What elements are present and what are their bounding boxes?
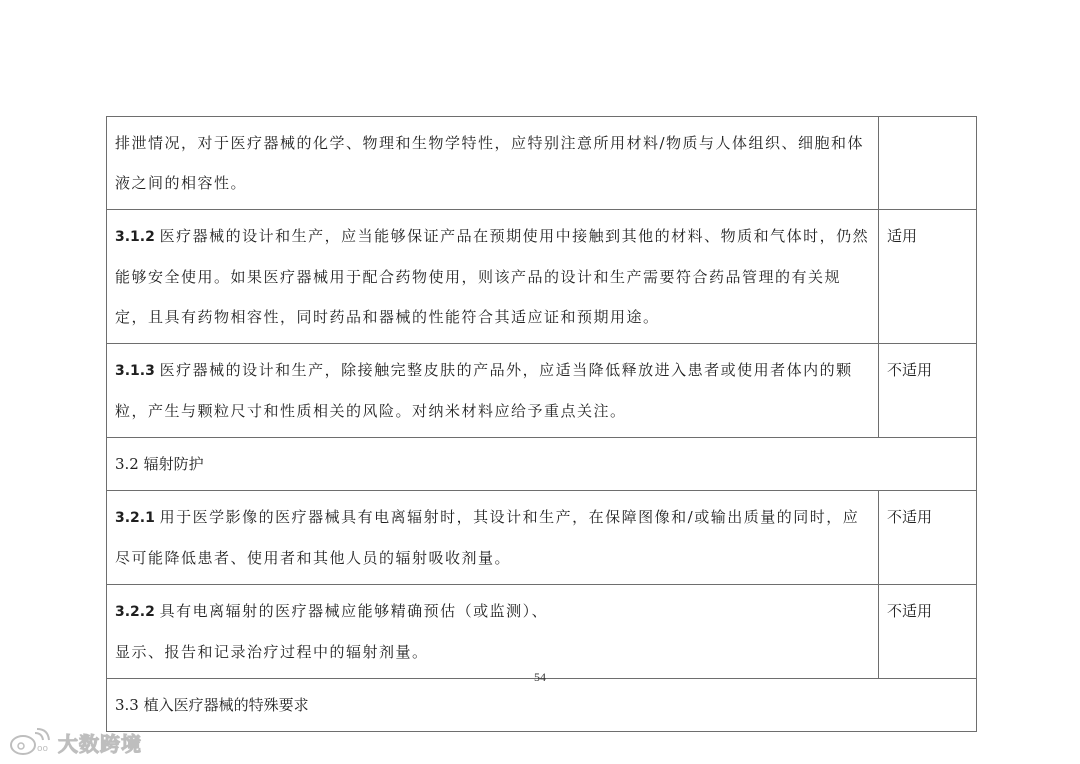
requirement-text: 医疗器械的设计和生产，除接触完整皮肤的产品外，应适当降低释放进入患者或使用者体内的颗粒，产生与颗粒尺寸和性质相关的风险。对纳米材料应给予重点关注。 bbox=[115, 361, 853, 420]
section-row bbox=[107, 438, 977, 491]
clause-number: 3.1.3 bbox=[115, 363, 155, 379]
applicability-cell bbox=[879, 491, 977, 585]
clause-number: 3.2.1 bbox=[115, 510, 155, 526]
table-row bbox=[107, 585, 977, 679]
table-row bbox=[107, 117, 977, 210]
requirements-table bbox=[106, 116, 977, 732]
applicability-cell bbox=[879, 117, 977, 210]
applicability-value: 不适用 bbox=[887, 508, 933, 526]
table-row bbox=[107, 344, 977, 438]
requirement-text-cell bbox=[107, 585, 879, 679]
requirement-text-line: 具有电离辐射的医疗器械应能够精确预估（或监测）、 bbox=[159, 602, 549, 620]
applicability-value: 不适用 bbox=[887, 361, 933, 379]
requirement-text-cell bbox=[107, 210, 879, 344]
table-row bbox=[107, 491, 977, 585]
requirement-text-cell bbox=[107, 491, 879, 585]
section-heading: 3.3 植入医疗器械的特殊要求 bbox=[115, 696, 309, 714]
applicability-cell bbox=[879, 585, 977, 679]
requirement-text-line: 显示、报告和记录治疗过程中的辐射剂量。 bbox=[115, 643, 429, 661]
section-heading-cell bbox=[107, 438, 977, 491]
table-row bbox=[107, 210, 977, 344]
requirement-text: 医疗器械的设计和生产，应当能够保证产品在预期使用中接触到其他的材料、物质和气体时，仍然能够安全使用。如果医疗器械用于配合药物使用，则该产品的设计和生产需要符合药品管理的有关规定，且具有药物相容性，同时药品和器械的性能符合其适应证和预期用途。 bbox=[115, 227, 870, 326]
requirement-text-cell bbox=[107, 344, 879, 438]
applicability-value: 不适用 bbox=[887, 602, 933, 620]
applicability-cell bbox=[879, 210, 977, 344]
watermark-text: 大数跨境 bbox=[58, 731, 142, 756]
requirement-text-cell bbox=[107, 117, 879, 210]
applicability-cell bbox=[879, 344, 977, 438]
weibo-logo-icon bbox=[8, 727, 52, 757]
section-row bbox=[107, 679, 977, 732]
page-number: 54 bbox=[534, 670, 546, 684]
section-heading-cell bbox=[107, 679, 977, 732]
section-heading: 3.2 辐射防护 bbox=[115, 455, 204, 473]
applicability-value: 适用 bbox=[887, 227, 918, 245]
clause-number: 3.1.2 bbox=[115, 229, 155, 245]
clause-number: 3.2.2 bbox=[115, 604, 155, 620]
requirement-text: 排泄情况，对于医疗器械的化学、物理和生物学特性，应特别注意所用材料/物质与人体组织、细胞和体液之间的相容性。 bbox=[115, 134, 865, 192]
requirement-text: 用于医学影像的医疗器械具有电离辐射时，其设计和生产，在保障图像和/或输出质量的同时，应尽可能降低患者、使用者和其他人员的辐射吸收剂量。 bbox=[115, 508, 860, 567]
watermark bbox=[8, 727, 142, 757]
svg-text:oo: oo bbox=[37, 744, 49, 754]
